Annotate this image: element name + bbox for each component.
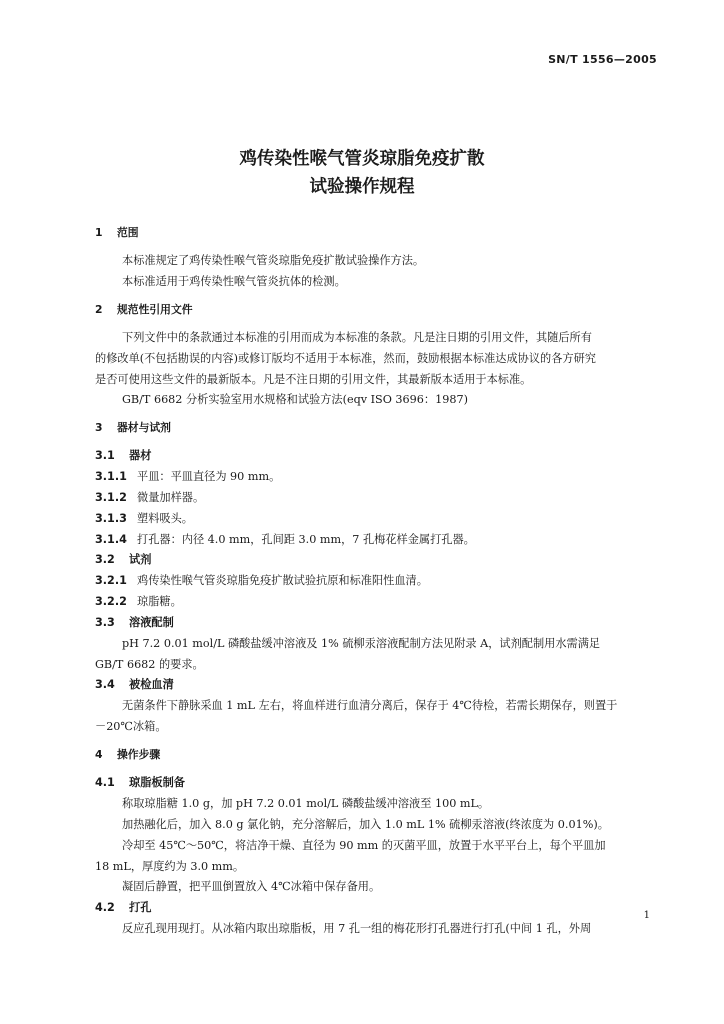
section-2-paragraph-line-3: 是否可使用这些文件的最新版本。凡是不注日期的引用文件，其最新版本适用于本标准。 xyxy=(95,373,532,386)
page-number: 1 xyxy=(643,910,650,921)
section-3-4-text-line-1: 无菌条件下静脉采血 1 mL 左右，将血样进行血清分离后，保存于 4℃待检，若需长期保存，则置于 xyxy=(122,699,618,712)
section-1-paragraph-1: 本标准规定了鸡传染性喉气管炎琼脂免疫扩散试验操作方法。 xyxy=(122,254,425,267)
section-4-1-heading: 4.1 琼脂板制备 xyxy=(95,776,185,789)
clause-3-2-1: 3.2.1 鸡传染性喉气管炎琼脂免疫扩散试验抗原和标准阳性血清。 xyxy=(95,574,428,587)
section-3-3-heading: 3.3 溶液配制 xyxy=(95,616,174,629)
section-4-1-paragraph-1: 称取琼脂糖 1.0 g，加 pH 7.2 0.01 mol/L 磷酸盐缓冲溶液至 100 mL。 xyxy=(122,797,490,810)
section-2-heading: 2 规范性引用文件 xyxy=(95,303,193,316)
clause-3-1-1: 3.1.1 平皿：平皿直径为 90 mm。 xyxy=(95,470,281,483)
title-line-1: 鸡传染性喉气管炎琼脂免疫扩散 xyxy=(239,149,485,169)
section-4-2-heading: 4.2 打孔 xyxy=(95,901,152,914)
section-4-2-paragraph-1: 反应孔现用现打。从冰箱内取出琼脂板，用 7 孔一组的梅花形打孔器进行打孔(中间 1 孔，外周 xyxy=(122,922,592,935)
section-2-paragraph-line-1: 下列文件中的条款通过本标准的引用而成为本标准的条款。凡是注日期的引用文件，其随后所有 xyxy=(122,331,592,344)
section-4-1-paragraph-3-line-1: 冷却至 45℃～50℃，将洁净干燥、直径为 90 mm 的灭菌平皿，放置于水平平台上，每个平皿加 xyxy=(122,839,606,852)
section-4-1-paragraph-4: 凝固后静置，把平皿倒置放入 4℃冰箱中保存备用。 xyxy=(122,880,381,893)
section-4-heading: 4 操作步骤 xyxy=(95,748,161,761)
section-3-1-heading: 3.1 器材 xyxy=(95,449,152,462)
section-2-paragraph-line-2: 的修改单(不包括勘误的内容)或修订版均不适用于本标准，然而，鼓励根据本标准达成协议的各方研究 xyxy=(95,352,596,365)
clause-3-1-2: 3.1.2 微量加样器。 xyxy=(95,491,205,504)
section-3-3-text-line-1: pH 7.2 0.01 mol/L 磷酸盐缓冲溶液及 1% 硫柳汞溶液配制方法见附录 A，试剂配制用水需满足 xyxy=(122,637,601,650)
section-3-4-heading: 3.4 被检血清 xyxy=(95,678,174,691)
section-1-heading: 1 范围 xyxy=(95,226,139,239)
section-4-1-paragraph-2: 加热融化后，加入 8.0 g 氯化钠，充分溶解后，加入 1.0 mL 1% 硫柳汞溶液(终浓度为 0.01%)。 xyxy=(122,818,609,831)
section-3-2-heading: 3.2 试剂 xyxy=(95,553,152,566)
title-line-2: 试验操作规程 xyxy=(309,177,415,197)
section-2-reference: GB/T 6682 分析实验室用水规格和试验方法(eqv ISO 3696：1987) xyxy=(122,393,468,406)
section-3-heading: 3 器材与试剂 xyxy=(95,421,171,434)
section-3-3-text-line-2: GB/T 6682 的要求。 xyxy=(95,658,204,671)
standard-code: SN/T 1556—2005 xyxy=(548,53,657,66)
clause-3-1-3: 3.1.3 塑料吸头。 xyxy=(95,512,193,525)
section-1-paragraph-2: 本标准适用于鸡传染性喉气管炎抗体的检测。 xyxy=(122,275,346,288)
section-4-1-paragraph-3-line-2: 18 mL，厚度约为 3.0 mm。 xyxy=(95,860,245,873)
clause-3-2-2: 3.2.2 琼脂糖。 xyxy=(95,595,182,608)
section-3-4-text-line-2: －20℃冰箱。 xyxy=(95,720,167,733)
clause-3-1-4: 3.1.4 打孔器：内径 4.0 mm，孔间距 3.0 mm，7 孔梅花样金属打孔器。 xyxy=(95,533,475,546)
